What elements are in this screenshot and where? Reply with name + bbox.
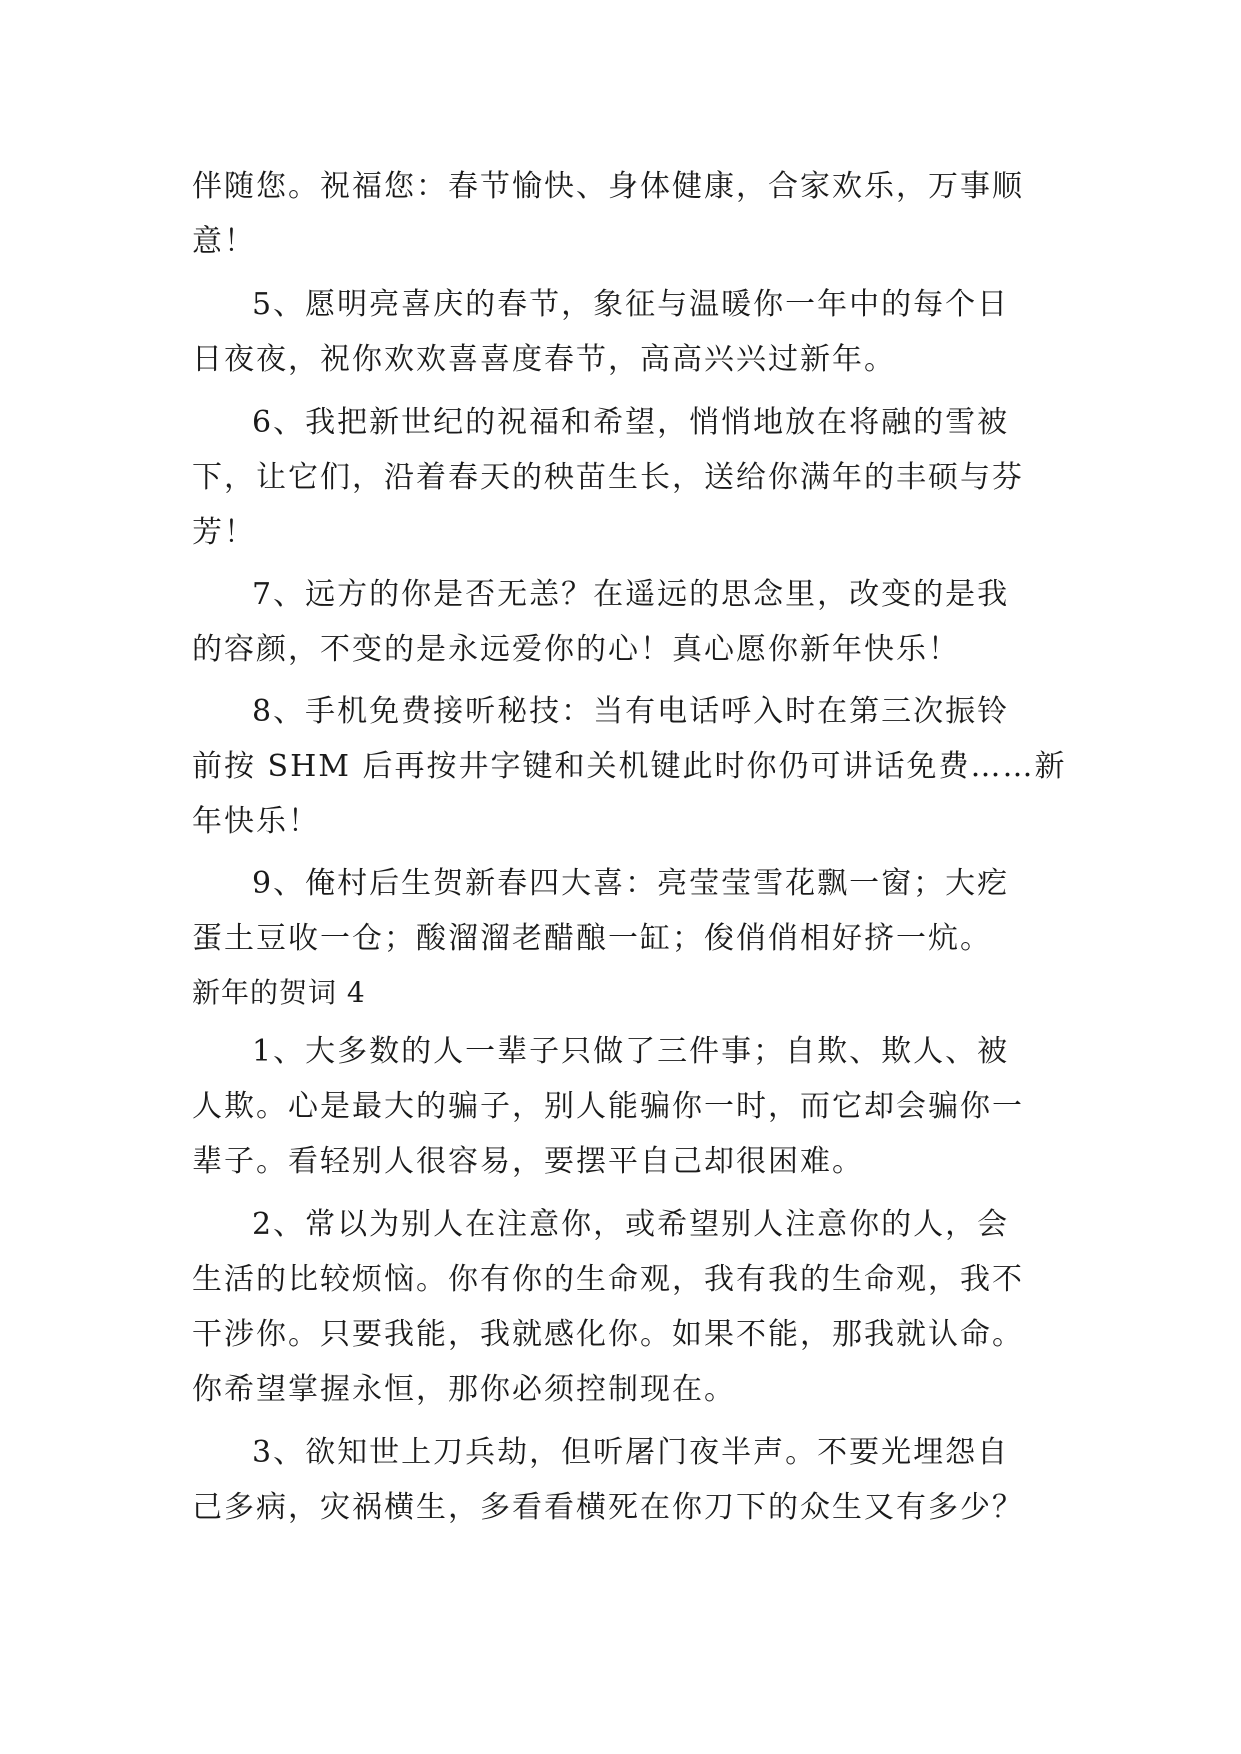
text-line: 日夜夜，祝你欢欢喜喜度春节，高高兴兴过新年。 (192, 342, 896, 377)
text-line: 芳！ (192, 515, 256, 550)
text-line: 蛋土豆收一仓；酸溜溜老醋酿一缸；俊俏俏相好挤一炕。 (192, 921, 992, 956)
paragraph-item-9: 9、俺村后生贺新春四大喜：亮莹莹雪花飘一窗；大疙 (252, 866, 1010, 901)
text-line: 前按 SHM 后再按井字键和关机键此时你仍可讲话免费……新 (192, 749, 1067, 784)
text-line: 意！ (192, 224, 256, 259)
paragraph-item-5: 5、愿明亮喜庆的春节，象征与温暖你一年中的每个日 (252, 287, 1010, 322)
text-line: 年快乐！ (192, 804, 320, 839)
text-line: 辈子。看轻别人很容易，要摆平自己却很困难。 (192, 1144, 864, 1179)
text-line: 伴随您。祝福您：春节愉快、身体健康，合家欢乐，万事顺 (192, 169, 1024, 204)
paragraph-item-1: 1、大多数的人一辈子只做了三件事；自欺、欺人、被 (252, 1034, 1010, 1069)
paragraph-item-3: 3、欲知世上刀兵劫，但听屠门夜半声。不要光埋怨自 (252, 1435, 1010, 1470)
text-line: 的容颜，不变的是永远爱你的心！真心愿你新年快乐！ (192, 632, 960, 667)
text-line: 干涉你。只要我能，我就感化你。如果不能，那我就认命。 (192, 1317, 1024, 1352)
paragraph-item-2: 2、常以为别人在注意你，或希望别人注意你的人，会 (252, 1207, 1010, 1242)
section-heading: 新年的贺词 4 (192, 976, 366, 1009)
paragraph-item-8: 8、手机免费接听秘技：当有电话呼入时在第三次振铃 (252, 694, 1010, 729)
text-line: 生活的比较烦恼。你有你的生命观，我有我的生命观，我不 (192, 1262, 1024, 1297)
text-line: 己多病，灾祸横生，多看看横死在你刀下的众生又有多少？ (192, 1490, 1024, 1525)
paragraph-item-7: 7、远方的你是否无恙？在遥远的思念里，改变的是我 (252, 577, 1010, 612)
paragraph-item-6: 6、我把新世纪的祝福和希望，悄悄地放在将融的雪被 (252, 405, 1010, 440)
text-line: 下，让它们，沿着春天的秧苗生长，送给你满年的丰硕与芬 (192, 460, 1024, 495)
text-line: 你希望掌握永恒，那你必须控制现在。 (192, 1372, 736, 1407)
text-line: 人欺。心是最大的骗子，别人能骗你一时，而它却会骗你一 (192, 1089, 1024, 1124)
